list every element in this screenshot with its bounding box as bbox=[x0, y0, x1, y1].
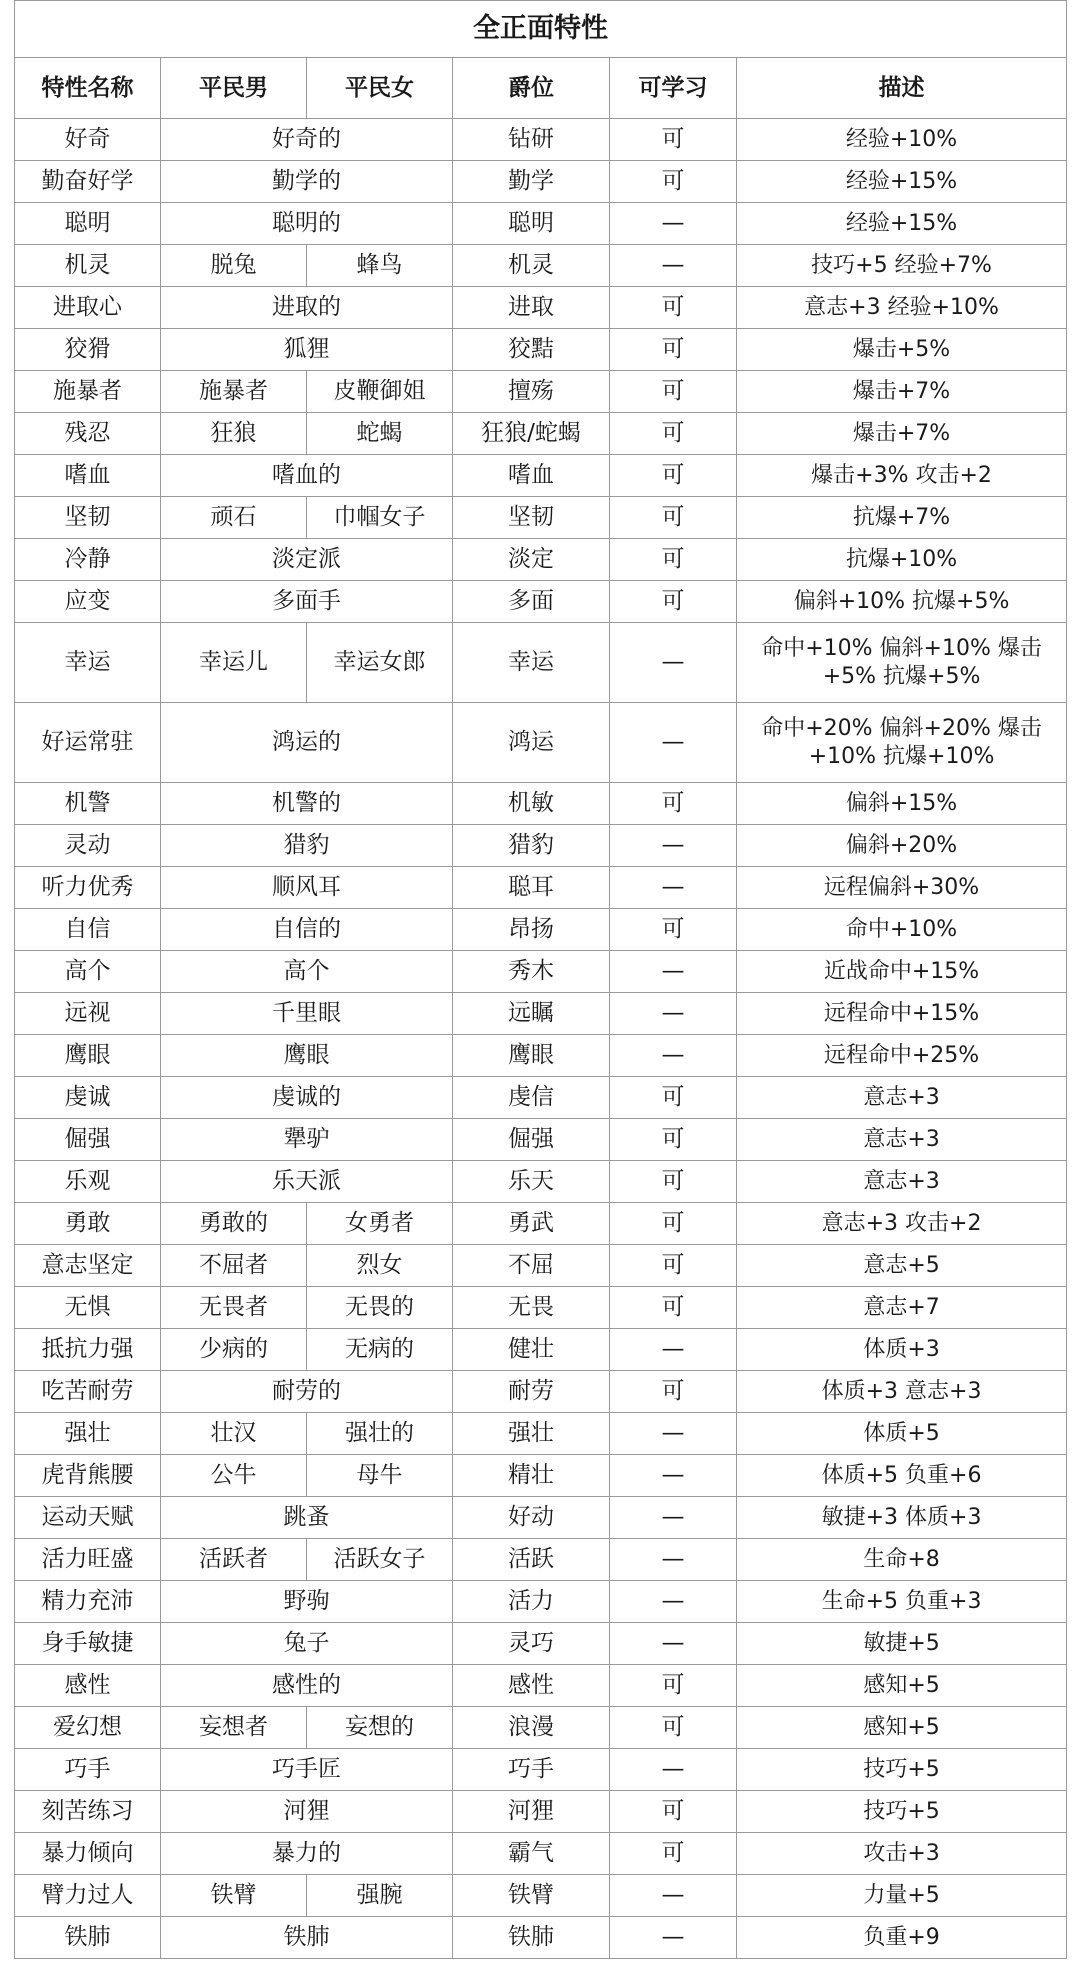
table-row bbox=[15, 203, 1067, 245]
table-row bbox=[15, 413, 1067, 455]
description-cell: 意志+5 bbox=[737, 1245, 1067, 1287]
trait-name-cell: 精力充沛 bbox=[15, 1581, 161, 1623]
commoner-female-cell: 无病的 bbox=[307, 1329, 453, 1371]
learnable-cell: — bbox=[610, 1581, 737, 1623]
learnable-cell: — bbox=[610, 1497, 737, 1539]
description-cell: 意志+3 bbox=[737, 1161, 1067, 1203]
learnable-cell: 可 bbox=[610, 1287, 737, 1329]
commoner-female-cell: 烈女 bbox=[307, 1245, 453, 1287]
table-row bbox=[15, 909, 1067, 951]
noble-title-cell: 坚韧 bbox=[453, 497, 610, 539]
description-cell: 爆击+5% bbox=[737, 329, 1067, 371]
commoner-female-cell: 蜂鸟 bbox=[307, 245, 453, 287]
commoner-name-cell: 巧手匠 bbox=[161, 1749, 453, 1791]
noble-title-cell: 虔信 bbox=[453, 1077, 610, 1119]
description-cell: 意志+3 经验+10% bbox=[737, 287, 1067, 329]
table-row bbox=[15, 1077, 1067, 1119]
description-cell: 感知+5 bbox=[737, 1707, 1067, 1749]
commoner-name-cell: 犟驴 bbox=[161, 1119, 453, 1161]
learnable-cell: 可 bbox=[610, 119, 737, 161]
table-row bbox=[15, 1203, 1067, 1245]
commoner-male-cell: 公牛 bbox=[161, 1455, 307, 1497]
noble-title-cell: 浪漫 bbox=[453, 1707, 610, 1749]
learnable-cell: — bbox=[610, 1035, 737, 1077]
table-row bbox=[15, 119, 1067, 161]
table-row bbox=[15, 245, 1067, 287]
description-cell: 近战命中+15% bbox=[737, 951, 1067, 993]
description-cell: 敏捷+3 体质+3 bbox=[737, 1497, 1067, 1539]
trait-name-cell: 机灵 bbox=[15, 245, 161, 287]
noble-title-cell: 幸运 bbox=[453, 623, 610, 703]
table-row bbox=[15, 1035, 1067, 1077]
table-row bbox=[15, 1245, 1067, 1287]
description-cell: 体质+3 bbox=[737, 1329, 1067, 1371]
commoner-male-cell: 铁臂 bbox=[161, 1875, 307, 1917]
noble-title-cell: 聪明 bbox=[453, 203, 610, 245]
learnable-cell: 可 bbox=[610, 287, 737, 329]
description-cell: 爆击+7% bbox=[737, 413, 1067, 455]
commoner-female-cell: 活跃女子 bbox=[307, 1539, 453, 1581]
table-row bbox=[15, 867, 1067, 909]
description-cell: 远程命中+25% bbox=[737, 1035, 1067, 1077]
commoner-name-cell: 铁肺 bbox=[161, 1917, 453, 1959]
commoner-name-cell: 淡定派 bbox=[161, 539, 453, 581]
commoner-male-cell: 勇敢的 bbox=[161, 1203, 307, 1245]
table-row bbox=[15, 1287, 1067, 1329]
commoner-name-cell: 暴力的 bbox=[161, 1833, 453, 1875]
learnable-cell: — bbox=[610, 1329, 737, 1371]
learnable-cell: — bbox=[610, 703, 737, 783]
description-cell: 生命+8 bbox=[737, 1539, 1067, 1581]
trait-name-cell: 刻苦练习 bbox=[15, 1791, 161, 1833]
noble-title-cell: 活力 bbox=[453, 1581, 610, 1623]
noble-title-cell: 狂狼/蛇蝎 bbox=[453, 413, 610, 455]
table-row bbox=[15, 951, 1067, 993]
noble-title-cell: 鸿运 bbox=[453, 703, 610, 783]
traits-table bbox=[14, 0, 1067, 1959]
commoner-male-cell: 施暴者 bbox=[161, 371, 307, 413]
commoner-female-cell: 母牛 bbox=[307, 1455, 453, 1497]
description-cell: 经验+10% bbox=[737, 119, 1067, 161]
noble-title-cell: 擅殇 bbox=[453, 371, 610, 413]
learnable-cell: 可 bbox=[610, 455, 737, 497]
description-cell: 偏斜+20% bbox=[737, 825, 1067, 867]
header-learnable: 可学习 bbox=[610, 58, 737, 119]
noble-title-cell: 勤学 bbox=[453, 161, 610, 203]
learnable-cell: — bbox=[610, 245, 737, 287]
table-row bbox=[15, 161, 1067, 203]
trait-name-cell: 铁肺 bbox=[15, 1917, 161, 1959]
description-cell: 技巧+5 bbox=[737, 1749, 1067, 1791]
noble-title-cell: 无畏 bbox=[453, 1287, 610, 1329]
commoner-name-cell: 感性的 bbox=[161, 1665, 453, 1707]
commoner-name-cell: 嗜血的 bbox=[161, 455, 453, 497]
description-cell: 负重+9 bbox=[737, 1917, 1067, 1959]
learnable-cell: 可 bbox=[610, 581, 737, 623]
description-cell: 敏捷+5 bbox=[737, 1623, 1067, 1665]
commoner-male-cell: 妄想者 bbox=[161, 1707, 307, 1749]
trait-name-cell: 活力旺盛 bbox=[15, 1539, 161, 1581]
commoner-male-cell: 活跃者 bbox=[161, 1539, 307, 1581]
trait-name-cell: 身手敏捷 bbox=[15, 1623, 161, 1665]
table-row bbox=[15, 371, 1067, 413]
commoner-male-cell: 少病的 bbox=[161, 1329, 307, 1371]
table-row bbox=[15, 1665, 1067, 1707]
table-row bbox=[15, 1119, 1067, 1161]
table-row bbox=[15, 539, 1067, 581]
commoner-female-cell: 皮鞭御姐 bbox=[307, 371, 453, 413]
trait-name-cell: 鹰眼 bbox=[15, 1035, 161, 1077]
trait-name-cell: 勇敢 bbox=[15, 1203, 161, 1245]
noble-title-cell: 远瞩 bbox=[453, 993, 610, 1035]
commoner-male-cell: 狂狼 bbox=[161, 413, 307, 455]
commoner-female-cell: 无畏的 bbox=[307, 1287, 453, 1329]
table-row bbox=[15, 1791, 1067, 1833]
table-row bbox=[15, 1329, 1067, 1371]
learnable-cell: 可 bbox=[610, 1833, 737, 1875]
commoner-name-cell: 兔子 bbox=[161, 1623, 453, 1665]
trait-name-cell: 自信 bbox=[15, 909, 161, 951]
trait-name-cell: 好奇 bbox=[15, 119, 161, 161]
commoner-name-cell: 野驹 bbox=[161, 1581, 453, 1623]
table-row bbox=[15, 1413, 1067, 1455]
trait-name-cell: 无惧 bbox=[15, 1287, 161, 1329]
learnable-cell: 可 bbox=[610, 1161, 737, 1203]
noble-title-cell: 精壮 bbox=[453, 1455, 610, 1497]
trait-name-cell: 臂力过人 bbox=[15, 1875, 161, 1917]
learnable-cell: 可 bbox=[610, 1203, 737, 1245]
noble-title-cell: 铁肺 bbox=[453, 1917, 610, 1959]
trait-name-cell: 强壮 bbox=[15, 1413, 161, 1455]
noble-title-cell: 感性 bbox=[453, 1665, 610, 1707]
learnable-cell: — bbox=[610, 1875, 737, 1917]
trait-name-cell: 运动天赋 bbox=[15, 1497, 161, 1539]
description-cell: 远程偏斜+30% bbox=[737, 867, 1067, 909]
description-cell: 意志+3 bbox=[737, 1119, 1067, 1161]
table-row bbox=[15, 825, 1067, 867]
noble-title-cell: 机敏 bbox=[453, 783, 610, 825]
noble-title-cell: 耐劳 bbox=[453, 1371, 610, 1413]
learnable-cell: — bbox=[610, 1413, 737, 1455]
description-cell: 命中+10% bbox=[737, 909, 1067, 951]
learnable-cell: 可 bbox=[610, 1371, 737, 1413]
trait-name-cell: 高个 bbox=[15, 951, 161, 993]
description-cell: 偏斜+15% bbox=[737, 783, 1067, 825]
description-cell: 命中+20% 偏斜+20% 爆击+10% 抗爆+10% bbox=[737, 703, 1067, 783]
noble-title-cell: 勇武 bbox=[453, 1203, 610, 1245]
trait-name-cell: 倔强 bbox=[15, 1119, 161, 1161]
learnable-cell: 可 bbox=[610, 909, 737, 951]
learnable-cell: 可 bbox=[610, 371, 737, 413]
trait-name-cell: 虎背熊腰 bbox=[15, 1455, 161, 1497]
trait-name-cell: 灵动 bbox=[15, 825, 161, 867]
commoner-female-cell: 幸运女郎 bbox=[307, 623, 453, 703]
commoner-name-cell: 进取的 bbox=[161, 287, 453, 329]
description-cell: 抗爆+7% bbox=[737, 497, 1067, 539]
noble-title-cell: 活跃 bbox=[453, 1539, 610, 1581]
table-title: 全正面特性 bbox=[15, 1, 1067, 58]
description-cell: 爆击+3% 攻击+2 bbox=[737, 455, 1067, 497]
learnable-cell: 可 bbox=[610, 161, 737, 203]
trait-name-cell: 聪明 bbox=[15, 203, 161, 245]
learnable-cell: 可 bbox=[610, 1245, 737, 1287]
noble-title-cell: 机灵 bbox=[453, 245, 610, 287]
noble-title-cell: 鹰眼 bbox=[453, 1035, 610, 1077]
commoner-male-cell: 无畏者 bbox=[161, 1287, 307, 1329]
table-row bbox=[15, 783, 1067, 825]
table-row bbox=[15, 1539, 1067, 1581]
description-cell: 技巧+5 bbox=[737, 1791, 1067, 1833]
noble-title-cell: 嗜血 bbox=[453, 455, 610, 497]
learnable-cell: 可 bbox=[610, 539, 737, 581]
commoner-name-cell: 聪明的 bbox=[161, 203, 453, 245]
commoner-name-cell: 耐劳的 bbox=[161, 1371, 453, 1413]
table-row bbox=[15, 1875, 1067, 1917]
description-cell: 意志+7 bbox=[737, 1287, 1067, 1329]
description-cell: 技巧+5 经验+7% bbox=[737, 245, 1067, 287]
description-cell: 抗爆+10% bbox=[737, 539, 1067, 581]
description-cell: 经验+15% bbox=[737, 161, 1067, 203]
noble-title-cell: 铁臂 bbox=[453, 1875, 610, 1917]
description-cell: 命中+10% 偏斜+10% 爆击+5% 抗爆+5% bbox=[737, 623, 1067, 703]
learnable-cell: — bbox=[610, 1455, 737, 1497]
trait-name-cell: 巧手 bbox=[15, 1749, 161, 1791]
table-row bbox=[15, 497, 1067, 539]
commoner-name-cell: 好奇的 bbox=[161, 119, 453, 161]
header-trait-name: 特性名称 bbox=[15, 58, 161, 119]
commoner-male-cell: 壮汉 bbox=[161, 1413, 307, 1455]
description-cell: 体质+3 意志+3 bbox=[737, 1371, 1067, 1413]
table-row bbox=[15, 1833, 1067, 1875]
description-cell: 远程命中+15% bbox=[737, 993, 1067, 1035]
learnable-cell: — bbox=[610, 993, 737, 1035]
learnable-cell: 可 bbox=[610, 1119, 737, 1161]
learnable-cell: 可 bbox=[610, 1791, 737, 1833]
noble-title-cell: 巧手 bbox=[453, 1749, 610, 1791]
commoner-name-cell: 虔诚的 bbox=[161, 1077, 453, 1119]
trait-name-cell: 坚韧 bbox=[15, 497, 161, 539]
trait-name-cell: 意志坚定 bbox=[15, 1245, 161, 1287]
trait-name-cell: 应变 bbox=[15, 581, 161, 623]
commoner-name-cell: 河狸 bbox=[161, 1791, 453, 1833]
description-cell: 攻击+3 bbox=[737, 1833, 1067, 1875]
commoner-female-cell: 妄想的 bbox=[307, 1707, 453, 1749]
commoner-name-cell: 猎豹 bbox=[161, 825, 453, 867]
noble-title-cell: 多面 bbox=[453, 581, 610, 623]
noble-title-cell: 河狸 bbox=[453, 1791, 610, 1833]
table-row bbox=[15, 1371, 1067, 1413]
commoner-name-cell: 顺风耳 bbox=[161, 867, 453, 909]
trait-name-cell: 残忍 bbox=[15, 413, 161, 455]
commoner-male-cell: 幸运儿 bbox=[161, 623, 307, 703]
commoner-name-cell: 乐天派 bbox=[161, 1161, 453, 1203]
table-row bbox=[15, 1917, 1067, 1959]
trait-name-cell: 爱幻想 bbox=[15, 1707, 161, 1749]
table-row bbox=[15, 1161, 1067, 1203]
description-cell: 意志+3 bbox=[737, 1077, 1067, 1119]
learnable-cell: — bbox=[610, 867, 737, 909]
description-cell: 体质+5 负重+6 bbox=[737, 1455, 1067, 1497]
noble-title-cell: 好动 bbox=[453, 1497, 610, 1539]
commoner-name-cell: 千里眼 bbox=[161, 993, 453, 1035]
commoner-name-cell: 机警的 bbox=[161, 783, 453, 825]
commoner-name-cell: 鹰眼 bbox=[161, 1035, 453, 1077]
learnable-cell: 可 bbox=[610, 783, 737, 825]
description-cell: 感知+5 bbox=[737, 1665, 1067, 1707]
learnable-cell: — bbox=[610, 203, 737, 245]
trait-name-cell: 嗜血 bbox=[15, 455, 161, 497]
table-row bbox=[15, 1455, 1067, 1497]
description-cell: 爆击+7% bbox=[737, 371, 1067, 413]
commoner-male-cell: 顽石 bbox=[161, 497, 307, 539]
trait-name-cell: 暴力倾向 bbox=[15, 1833, 161, 1875]
learnable-cell: — bbox=[610, 951, 737, 993]
description-cell: 生命+5 负重+3 bbox=[737, 1581, 1067, 1623]
noble-title-cell: 淡定 bbox=[453, 539, 610, 581]
header-description: 描述 bbox=[737, 58, 1067, 119]
header-commoner-male: 平民男 bbox=[161, 58, 307, 119]
commoner-female-cell: 巾帼女子 bbox=[307, 497, 453, 539]
commoner-male-cell: 不屈者 bbox=[161, 1245, 307, 1287]
table-row bbox=[15, 623, 1067, 703]
table-row bbox=[15, 703, 1067, 783]
trait-name-cell: 施暴者 bbox=[15, 371, 161, 413]
noble-title-cell: 强壮 bbox=[453, 1413, 610, 1455]
trait-name-cell: 吃苦耐劳 bbox=[15, 1371, 161, 1413]
table-row bbox=[15, 993, 1067, 1035]
table-row bbox=[15, 329, 1067, 371]
commoner-name-cell: 鸿运的 bbox=[161, 703, 453, 783]
table-row bbox=[15, 1497, 1067, 1539]
trait-name-cell: 远视 bbox=[15, 993, 161, 1035]
learnable-cell: 可 bbox=[610, 1665, 737, 1707]
trait-name-cell: 听力优秀 bbox=[15, 867, 161, 909]
trait-name-cell: 感性 bbox=[15, 1665, 161, 1707]
noble-title-cell: 秀木 bbox=[453, 951, 610, 993]
description-cell: 经验+15% bbox=[737, 203, 1067, 245]
trait-name-cell: 幸运 bbox=[15, 623, 161, 703]
trait-name-cell: 冷静 bbox=[15, 539, 161, 581]
table-row bbox=[15, 455, 1067, 497]
commoner-male-cell: 脱兔 bbox=[161, 245, 307, 287]
trait-name-cell: 进取心 bbox=[15, 287, 161, 329]
table-row bbox=[15, 1623, 1067, 1665]
commoner-female-cell: 强壮的 bbox=[307, 1413, 453, 1455]
table-row bbox=[15, 287, 1067, 329]
header-commoner-female: 平民女 bbox=[307, 58, 453, 119]
trait-name-cell: 狡猾 bbox=[15, 329, 161, 371]
commoner-name-cell: 勤学的 bbox=[161, 161, 453, 203]
noble-title-cell: 倔强 bbox=[453, 1119, 610, 1161]
learnable-cell: 可 bbox=[610, 329, 737, 371]
noble-title-cell: 钻研 bbox=[453, 119, 610, 161]
noble-title-cell: 狡黠 bbox=[453, 329, 610, 371]
noble-title-cell: 健壮 bbox=[453, 1329, 610, 1371]
table-row bbox=[15, 1749, 1067, 1791]
noble-title-cell: 霸气 bbox=[453, 1833, 610, 1875]
commoner-female-cell: 蛇蝎 bbox=[307, 413, 453, 455]
noble-title-cell: 猎豹 bbox=[453, 825, 610, 867]
trait-name-cell: 虔诚 bbox=[15, 1077, 161, 1119]
learnable-cell: — bbox=[610, 623, 737, 703]
commoner-name-cell: 跳蚤 bbox=[161, 1497, 453, 1539]
learnable-cell: 可 bbox=[610, 413, 737, 455]
table-row bbox=[15, 1581, 1067, 1623]
table-row bbox=[15, 1707, 1067, 1749]
learnable-cell: — bbox=[610, 1623, 737, 1665]
commoner-name-cell: 多面手 bbox=[161, 581, 453, 623]
learnable-cell: — bbox=[610, 1749, 737, 1791]
trait-name-cell: 好运常驻 bbox=[15, 703, 161, 783]
header-noble-title: 爵位 bbox=[453, 58, 610, 119]
learnable-cell: — bbox=[610, 1917, 737, 1959]
noble-title-cell: 不屈 bbox=[453, 1245, 610, 1287]
commoner-name-cell: 高个 bbox=[161, 951, 453, 993]
learnable-cell: — bbox=[610, 825, 737, 867]
trait-name-cell: 机警 bbox=[15, 783, 161, 825]
trait-name-cell: 乐观 bbox=[15, 1161, 161, 1203]
trait-name-cell: 勤奋好学 bbox=[15, 161, 161, 203]
commoner-name-cell: 狐狸 bbox=[161, 329, 453, 371]
learnable-cell: 可 bbox=[610, 1077, 737, 1119]
description-cell: 力量+5 bbox=[737, 1875, 1067, 1917]
learnable-cell: 可 bbox=[610, 497, 737, 539]
learnable-cell: 可 bbox=[610, 1707, 737, 1749]
description-cell: 意志+3 攻击+2 bbox=[737, 1203, 1067, 1245]
noble-title-cell: 乐天 bbox=[453, 1161, 610, 1203]
trait-name-cell: 抵抗力强 bbox=[15, 1329, 161, 1371]
table-row bbox=[15, 581, 1067, 623]
commoner-name-cell: 自信的 bbox=[161, 909, 453, 951]
noble-title-cell: 灵巧 bbox=[453, 1623, 610, 1665]
commoner-female-cell: 强腕 bbox=[307, 1875, 453, 1917]
noble-title-cell: 昂扬 bbox=[453, 909, 610, 951]
noble-title-cell: 进取 bbox=[453, 287, 610, 329]
noble-title-cell: 聪耳 bbox=[453, 867, 610, 909]
learnable-cell: — bbox=[610, 1539, 737, 1581]
description-cell: 体质+5 bbox=[737, 1413, 1067, 1455]
commoner-female-cell: 女勇者 bbox=[307, 1203, 453, 1245]
description-cell: 偏斜+10% 抗爆+5% bbox=[737, 581, 1067, 623]
